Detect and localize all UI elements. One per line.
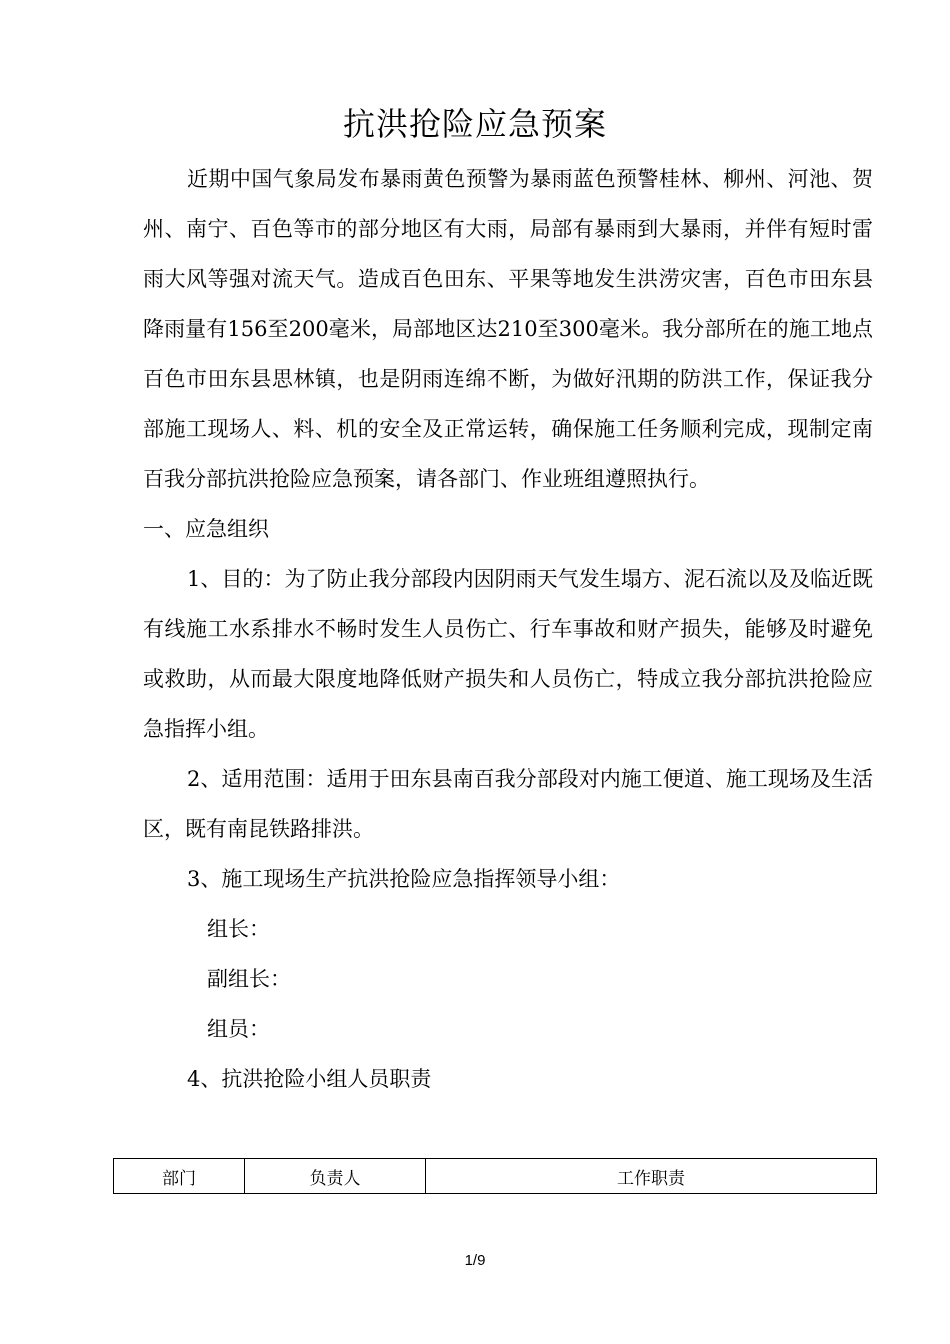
document-body: [143, 154, 873, 1104]
duties-table: [113, 1158, 877, 1194]
leader-label: 组长：: [207, 917, 270, 941]
item-duties: 4、抗洪抢险小组人员职责: [187, 1067, 432, 1091]
deputy-leader-label: 副组长：: [207, 967, 291, 991]
section-heading-emergency-organization: 一、应急组织: [143, 517, 269, 541]
intro-paragraph: 近期中国气象局发布暴雨黄色预警为暴雨蓝色预警桂林、柳州、河池、贺州、南宁、百色等市的部分地区有大雨，局部有暴雨到大暴雨，并伴有短时雷雨大风等强对流天气。造成百色田东、平果等地发生洪涝灾害，百色市田东县降雨量有156至200毫米，局部地区达210至300毫米。我分部所在的施工地点百色市田东县思林镇，也是阴雨连绵不断，为做好汛期的防洪工作，保证我分部施工现场人、料、机的安全及正常运转，确保施工任务顺利完成，现制定南百我分部抗洪抢险应急预案，请各部门、作业班组遵照执行。: [143, 167, 873, 491]
header-responsible-person: 负责人: [245, 1159, 426, 1194]
document-title: 抗洪抢险应急预案: [342, 105, 607, 143]
page-number: 1/9: [464, 1252, 486, 1269]
item-leadership-group: 3、施工现场生产抗洪抢险应急指挥领导小组：: [187, 867, 621, 891]
header-job-duties: 工作职责: [426, 1159, 877, 1194]
table-header-row: [114, 1159, 877, 1194]
item-scope: 2、适用范围：适用于田东县南百我分部段对内施工便道、施工现场及生活区，既有南昆铁路排洪。: [143, 767, 873, 841]
header-department: 部门: [114, 1159, 245, 1194]
item-purpose: 1、目的：为了防止我分部段内因阴雨天气发生塌方、泥石流以及及临近既有线施工水系排水不畅时发生人员伤亡、行车事故和财产损失，能够及时避免或救助，从而最大限度地降低财产损失和人员伤亡，特成立我分部抗洪抢险应急指挥小组。: [143, 567, 873, 741]
member-label: 组员：: [207, 1017, 270, 1041]
